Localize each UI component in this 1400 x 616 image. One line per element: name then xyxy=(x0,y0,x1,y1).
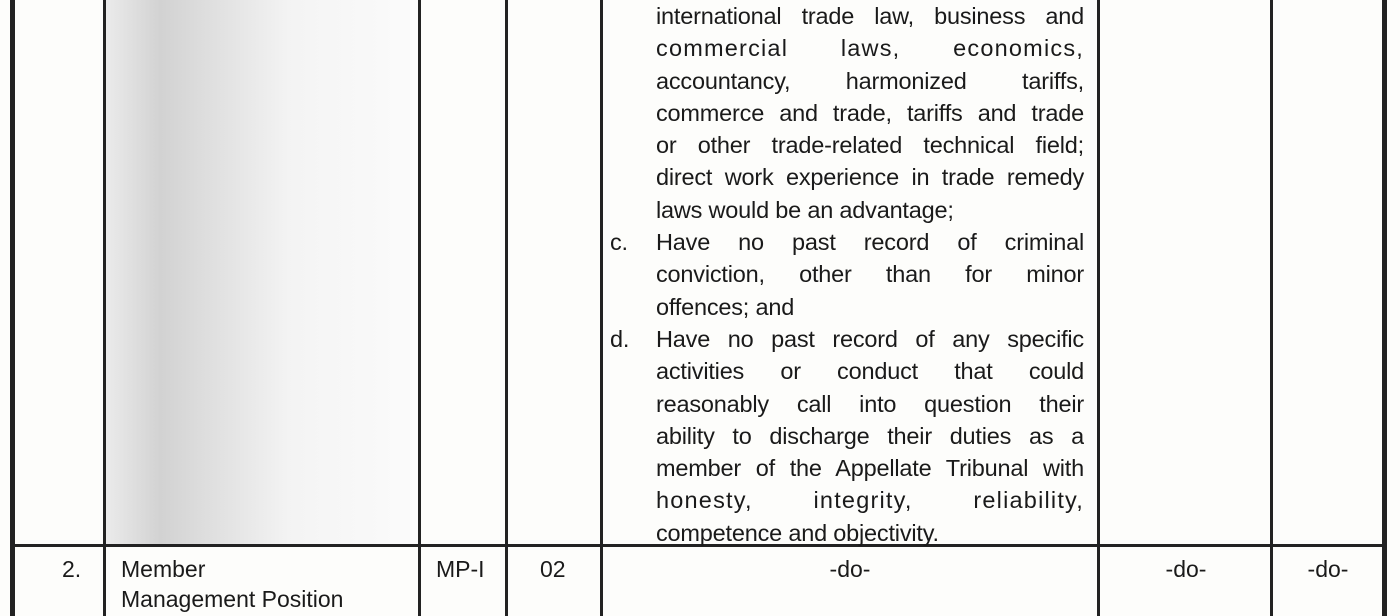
column-divider xyxy=(1097,0,1100,616)
column-divider xyxy=(600,0,603,616)
eligibility-criteria-cell xyxy=(610,0,1084,549)
column-divider xyxy=(418,0,421,616)
position-subtitle: Management Position xyxy=(121,586,344,612)
criteria-line: accountancy, harmonized tariffs, xyxy=(656,67,1084,94)
criteria-line: ability to discharge their duties as a xyxy=(656,422,1084,449)
position-code: MP-I xyxy=(436,556,485,582)
column-divider xyxy=(505,0,508,616)
criteria-item-d xyxy=(610,323,1084,549)
criteria-line: competence and objectivity. xyxy=(656,519,939,546)
item-marker: c. xyxy=(610,229,628,256)
criteria-line: international trade law, business and xyxy=(656,3,1084,29)
criteria-line: commerce and trade, tariffs and trade xyxy=(656,99,1084,126)
position-title: Member xyxy=(121,556,206,582)
criteria-line: conviction, other than for minor xyxy=(656,261,1084,288)
criteria-line: Have no past record of criminal xyxy=(656,229,1084,256)
column-divider xyxy=(103,0,106,616)
column-divider xyxy=(1270,0,1273,616)
criteria-line: or other trade-related technical field; xyxy=(656,132,1084,159)
criteria-ditto: -do- xyxy=(829,556,871,582)
table-outer-border-left xyxy=(10,0,15,616)
criteria-line: commercial laws, economics, xyxy=(656,35,1084,62)
criteria-line: direct work experience in trade remedy xyxy=(656,164,1084,191)
position-column-shading xyxy=(104,0,418,544)
table-outer-border-right xyxy=(1382,0,1387,616)
criteria-line: member of the Appellate Tribunal with xyxy=(656,455,1084,482)
column-6-ditto: -do- xyxy=(1165,556,1207,582)
criteria-item-c xyxy=(610,226,1084,323)
row-number: 2. xyxy=(62,556,82,582)
criteria-line: honesty, integrity, reliability, xyxy=(656,487,1084,514)
item-marker: d. xyxy=(610,325,630,352)
column-7-ditto: -do- xyxy=(1307,556,1349,582)
number-of-posts: 02 xyxy=(540,556,566,582)
criteria-line: reasonably call into question their xyxy=(656,390,1084,417)
criteria-line: laws would be an advantage; xyxy=(656,196,954,223)
criteria-line: Have no past record of any specific xyxy=(656,325,1084,352)
criteria-line: offences; and xyxy=(656,293,795,320)
criteria-line: activities or conduct that could xyxy=(656,358,1084,385)
